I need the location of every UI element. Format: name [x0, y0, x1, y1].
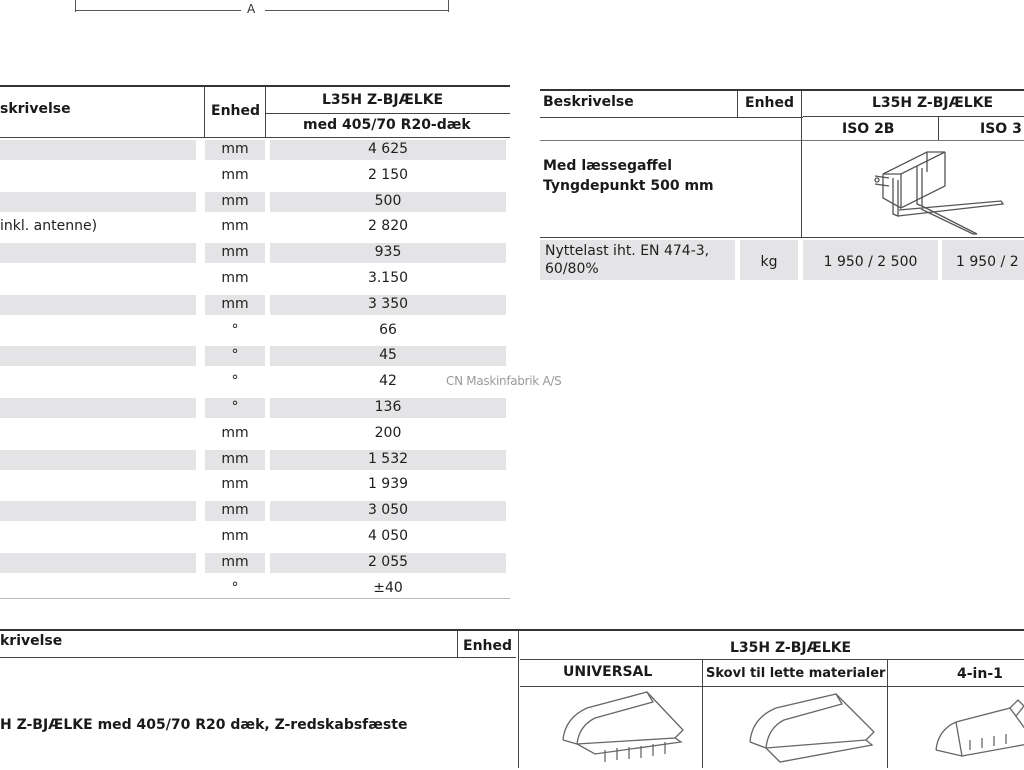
light-material-bucket-icon: [742, 690, 892, 770]
bottom-header-model: L35H Z-BJÆLKE: [730, 640, 852, 656]
row-value: ±40: [373, 580, 403, 596]
fork-description-line1: Med læssegaffel: [543, 158, 673, 174]
payload-value-iso2b: 1 950 / 2 500: [823, 254, 918, 270]
row-shade: [0, 553, 196, 573]
row-unit: mm: [221, 193, 249, 209]
right-header-model: L35H Z-BJÆLKE: [872, 95, 994, 111]
row-shade: [0, 501, 196, 521]
dimension-label: A: [247, 2, 256, 16]
row-shade: [0, 295, 196, 315]
row-unit: °: [231, 322, 239, 338]
row-value: 66: [379, 322, 397, 338]
right-header-unit: Enhed: [745, 95, 795, 111]
dimension-line: [75, 0, 449, 14]
row-value: 4 625: [367, 141, 409, 157]
row-description: inkl. antenne): [0, 218, 98, 234]
left-header-unit: Enhed: [211, 103, 261, 119]
row-unit: mm: [221, 554, 249, 570]
left-header-model: L35H Z-BJÆLKE: [322, 92, 444, 108]
row-value: 500: [374, 193, 402, 209]
bottom-col-universal: UNIVERSAL: [563, 664, 653, 680]
row-value: 1 532: [367, 451, 409, 467]
left-header-tire: med 405/70 R20-dæk: [303, 117, 471, 133]
bottom-row-description: H Z-BJÆLKE med 405/70 R20 dæk, Z-redskabsfæste: [0, 717, 408, 733]
row-unit: mm: [221, 451, 249, 467]
row-value: 3.150: [367, 270, 409, 286]
fork-description-line2: Tyngdepunkt 500 mm: [543, 178, 714, 194]
right-subheader-iso3: ISO 3: [980, 121, 1022, 137]
row-unit: mm: [221, 167, 249, 183]
right-subheader-iso2b: ISO 2B: [842, 121, 895, 137]
row-value: 935: [374, 244, 402, 260]
left-header-description: skrivelse: [0, 101, 71, 117]
row-unit: mm: [221, 528, 249, 544]
row-shade: [0, 346, 196, 366]
row-value: 3 050: [367, 502, 409, 518]
row-value: 4 050: [367, 528, 409, 544]
right-header-description: Beskrivelse: [543, 94, 634, 110]
row-shade: [0, 192, 196, 212]
row-value: 42: [379, 373, 397, 389]
payload-description-line2: 60/80%: [545, 261, 599, 277]
row-value: 1 939: [367, 476, 409, 492]
row-shade: [0, 450, 196, 470]
row-unit: °: [231, 399, 239, 415]
row-shade: [0, 140, 196, 160]
row-unit: °: [231, 373, 239, 389]
row-shade: [0, 398, 196, 418]
bottom-col-4in1: 4-in-1: [957, 666, 1003, 682]
row-value: 136: [374, 399, 402, 415]
row-unit: mm: [221, 502, 249, 518]
row-value: 2 820: [367, 218, 409, 234]
row-unit: °: [231, 580, 239, 596]
row-unit: mm: [221, 141, 249, 157]
row-unit: °: [231, 347, 239, 363]
row-value: 200: [374, 425, 402, 441]
payload-description-line1: Nyttelast iht. EN 474-3,: [545, 243, 710, 259]
payload-value-iso3: 1 950 / 2: [956, 254, 1019, 270]
four-in-one-bucket-icon: [930, 690, 1024, 770]
row-value: 45: [379, 347, 397, 363]
row-unit: mm: [221, 218, 249, 234]
watermark: CN Maskinfabrik A/S: [446, 374, 562, 388]
pallet-fork-icon: [865, 146, 1015, 236]
bottom-col-light-materials: Skovl til lette materialer: [706, 666, 886, 681]
bottom-header-unit: Enhed: [463, 638, 513, 654]
row-unit: mm: [221, 244, 249, 260]
row-shade: [0, 243, 196, 263]
row-value: 2 150: [367, 167, 409, 183]
bottom-header-description: krivelse: [0, 633, 63, 649]
universal-bucket-icon: [555, 690, 705, 770]
row-unit: mm: [221, 425, 249, 441]
payload-unit: kg: [760, 254, 778, 270]
row-unit: mm: [221, 270, 249, 286]
row-value: 3 350: [367, 296, 409, 312]
row-unit: mm: [221, 476, 249, 492]
row-unit: mm: [221, 296, 249, 312]
row-value: 2 055: [367, 554, 409, 570]
